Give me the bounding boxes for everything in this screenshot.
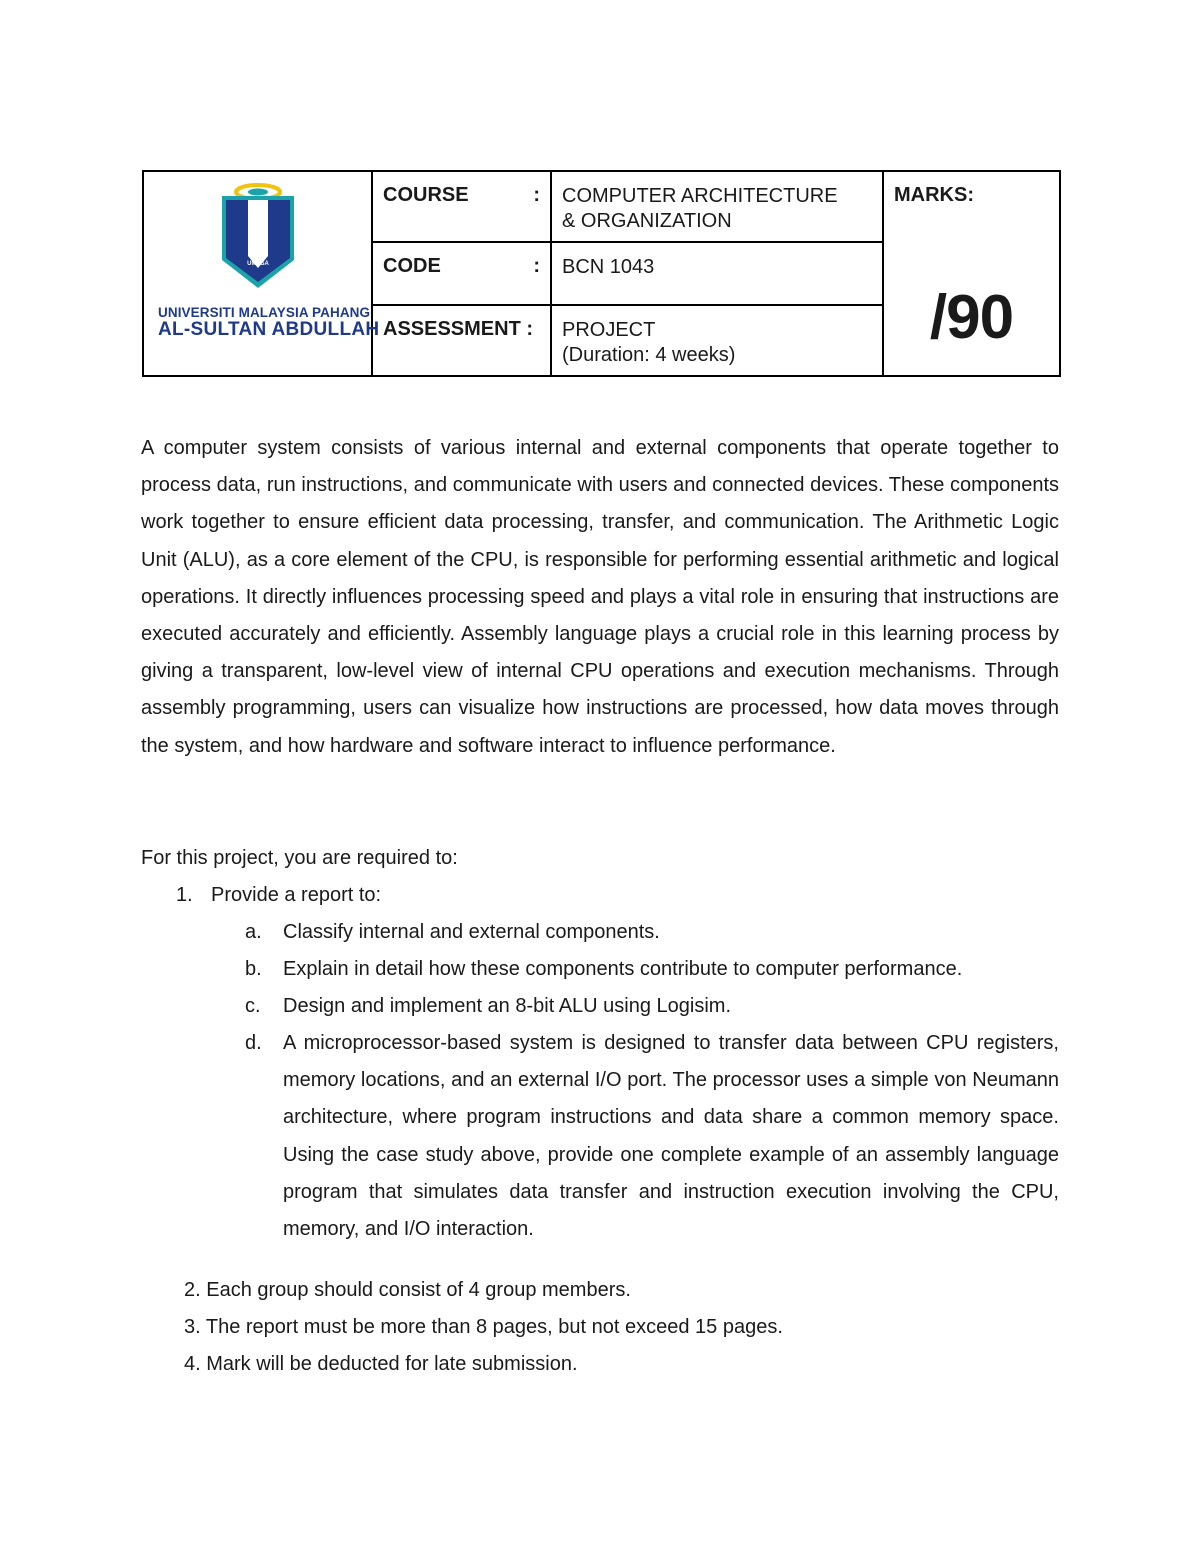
code-value: BCN 1043 [562, 256, 655, 278]
requirement-item-4: 4. Mark will be deducted for late submission. [184, 1353, 578, 1375]
subitem-d-text: A microprocessor-based system is designed to transfer data between CPU registers, memory locations, and an external I/O port. The processor uses a simple von Neumann architecture, where program instructions and data share a common memory space. Using the case study above, provide one complete example of an assembly language program that simulates data transfer and instruction execution involving the CPU, memory, and I/O interaction. [283, 1032, 1059, 1241]
course-label: COURSE [383, 184, 469, 206]
course-label-cell [372, 171, 551, 242]
subitem-b-text: Explain in detail how these components contribute to computer performance. [283, 958, 963, 980]
assessment-label-cell [372, 305, 551, 376]
assessment-value-line1: PROJECT [562, 319, 656, 341]
subitem-c-marker: c. [245, 995, 261, 1017]
course-value-line2: & ORGANIZATION [562, 210, 732, 232]
subitem-a-text: Classify internal and external components. [283, 921, 660, 943]
emblem-text: UMPSA [247, 261, 269, 267]
code-colon: : [533, 255, 540, 277]
assessment-value-cell [551, 305, 883, 376]
course-value-cell [551, 171, 883, 242]
assessment-value-line2: (Duration: 4 weeks) [562, 344, 736, 366]
university-name-line1: UNIVERSITI MALAYSIA PAHANG [158, 305, 371, 320]
university-logo [150, 182, 380, 340]
assessment-label: ASSESSMENT : [383, 318, 534, 340]
marks-cell [883, 171, 1060, 376]
subitem-c-text: Design and implement an 8-bit ALU using Logisim. [283, 995, 732, 1017]
code-label: CODE [383, 255, 441, 277]
subitem-a-marker: a. [245, 921, 262, 943]
requirement-item-1-text: Provide a report to: [211, 884, 382, 906]
requirement-item-1 [176, 877, 382, 914]
umpsa-emblem-icon [150, 182, 368, 302]
course-info-table [142, 170, 1061, 377]
requirement-item-1-marker: 1. [176, 884, 193, 906]
code-value-cell [551, 242, 883, 305]
subitem-b-marker: b. [245, 958, 262, 980]
university-name-line2: AL-SULTAN ABDULLAH [158, 319, 380, 340]
intro-paragraph: A computer system consists of various internal and external components that operate together to process data, run instructions, and communicate with users and connected devices. These components work together to ensure efficient data processing, transfer, and communication. The Arithmetic Logic Unit (ALU), as a core element of the CPU, is responsible for performing essential arithmetic and logical operations. It directly influences processing speed and plays a vital role in ensuring that instructions are executed accurately and efficiently. Assembly language plays a crucial role in this learning process by giving a transparent, low-level view of internal CPU operations and execution mechanisms. Through assembly programming, users can visualize how instructions are processed, how data moves through the system, and how hardware and software interact to influence performance. [141, 437, 1059, 757]
requirement-item-3: 3. The report must be more than 8 pages, but not exceed 15 pages. [184, 1316, 783, 1338]
requirement-item-2: 2. Each group should consist of 4 group members. [184, 1279, 631, 1301]
requirements-intro: For this project, you are required to: [141, 847, 458, 869]
course-colon: : [533, 184, 540, 206]
subitem-d-marker: d. [245, 1032, 262, 1054]
marks-label: MARKS: [894, 184, 974, 206]
university-logo-cell [143, 171, 380, 376]
marks-total: /90 [929, 283, 1014, 352]
code-label-cell [372, 242, 551, 305]
course-value-line1: COMPUTER ARCHITECTURE [562, 185, 838, 207]
